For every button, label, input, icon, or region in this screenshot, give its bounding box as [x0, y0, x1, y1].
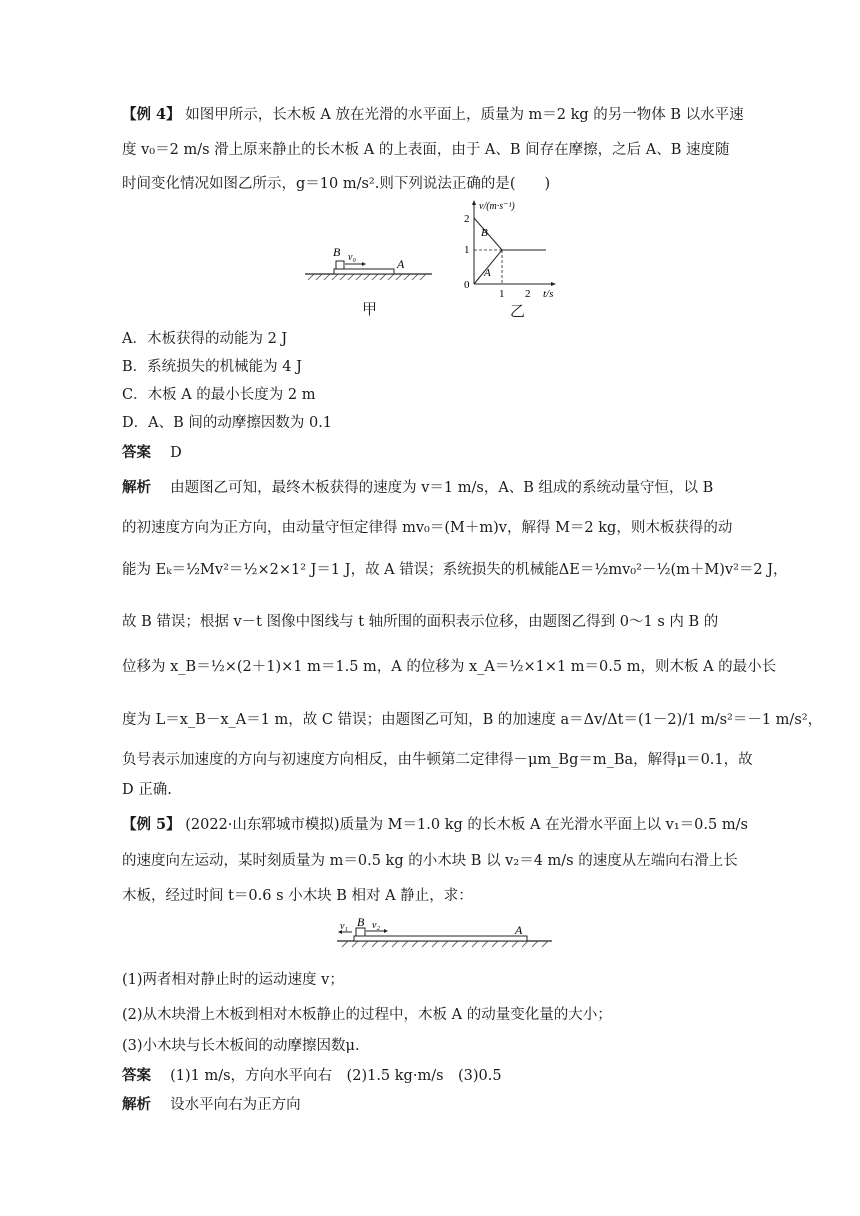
y-tick-1: 1 [464, 244, 470, 256]
option-c: C．木板 A 的最小长度为 2 m [122, 387, 316, 403]
caption-jia: 甲 [362, 300, 378, 318]
board-a [354, 936, 527, 941]
label-b: B [333, 245, 341, 259]
caption-yi: 乙 [510, 302, 526, 320]
analysis-tag: 解析 [122, 1096, 151, 1113]
block-b [336, 261, 344, 269]
label-v0: v₀ [348, 252, 356, 263]
example4-text1: 如图甲所示，长木板 A 放在光滑的水平面上，质量为 m＝2 kg 的另一物体 B 以水平速 [185, 107, 744, 123]
answer-tag: 答案 [122, 1067, 151, 1084]
example5-analysis [122, 1095, 301, 1115]
option-d: D．A、B 间的动摩擦因数为 0.1 [122, 415, 333, 431]
example4-line2: 度 v₀＝2 m/s 滑上原来静止的长木板 A 的上表面，由于 A、B 间存在摩擦，之后 A、B 速度随 [122, 142, 730, 158]
label-a: A [397, 257, 405, 271]
example4-analysis-8: D 正确. [122, 782, 172, 798]
example5-line1 [122, 815, 748, 835]
example4-analysis-1 [122, 478, 713, 498]
y-tick-2: 2 [464, 213, 470, 225]
example4-analysis-5: 位移为 x_B＝½×(2＋1)×1 m＝1.5 m，A 的位移为 x_A＝½×1×1 m＝0.5 m，则木板 A 的最小长 [122, 659, 777, 675]
series-a-label: A [484, 267, 491, 279]
figure-yi-vt-graph [448, 198, 578, 298]
analysis-text-1: 由题图乙可知，最终木板获得的速度为 v＝1 m/s，A、B 组成的系统动量守恒，以 B [170, 480, 714, 496]
v2-arrowhead [384, 929, 388, 933]
ground-hatching [308, 274, 426, 280]
example5-answer [122, 1066, 502, 1086]
label-v2: v₂ [372, 920, 380, 931]
ground-hatching [342, 941, 548, 947]
example4-line3: 时间变化情况如图乙所示，g＝10 m/s².则下列说法正确的是( ) [122, 176, 551, 192]
label-a: A [515, 923, 523, 937]
figure-jia [300, 240, 440, 290]
example4-tag: 【例 4】 [122, 106, 181, 123]
example4-analysis-6: 度为 L＝x_B－x_A＝1 m，故 C 错误；由题图乙可知，B 的加速度 a＝Δv/Δt＝(1－2)/1 m/s²＝－1 m/s²， [122, 712, 823, 728]
example5-q3: (3)小木块与长木板间的动摩擦因数μ. [122, 1038, 360, 1054]
x-axis-arrow [551, 282, 556, 286]
board-a [334, 269, 394, 274]
example4-analysis-7: 负号表示加速度的方向与初速度方向相反，由牛顿第二定律得－μm_Bg＝m_Ba，解得μ＝0.1，故 [122, 752, 753, 768]
example5-line2: 的速度向左运动，某时刻质量为 m＝0.5 kg 的小木块 B 以 v₂＝4 m/s 的速度从左端向右滑上长 [122, 853, 738, 869]
v0-arrowhead [362, 262, 366, 266]
option-b: B．系统损失的机械能为 4 J [122, 359, 302, 375]
option-a: A．木板获得的动能为 2 J [122, 331, 288, 347]
analysis-tag: 解析 [122, 479, 151, 496]
example5-text1: (2022·山东郓城市模拟)质量为 M＝1.0 kg 的长木板 A 在光滑水平面上以 v₁＝0.5 m/s [185, 817, 748, 833]
answer-value: D [170, 445, 182, 461]
example5-line3: 木板，经过时间 t＝0.6 s 小木块 B 相对 A 静止，求： [122, 888, 473, 904]
block-b [356, 928, 365, 936]
y-tick-0: 0 [464, 279, 470, 291]
example4-analysis-4: 故 B 错误；根据 v－t 图像中图线与 t 轴所围的面积表示位移，由题图乙得到 0～1 s 内 B 的 [122, 614, 719, 630]
x-axis-label: t/s [543, 288, 554, 298]
series-b-label: B [481, 227, 488, 239]
example4-analysis-3: 能为 Eₖ＝½Mv²＝½×2×1² J＝1 J，故 A 错误；系统损失的机械能ΔE＝½mv₀²－½(m＋M)v²＝2 J， [122, 562, 788, 578]
example4-analysis-2: 的初速度方向为正方向，由动量守恒定律得 mv₀＝(M＋m)v，解得 M＝2 kg，则木板获得的动 [122, 520, 733, 536]
x-tick-1: 1 [499, 288, 505, 298]
example5-q2: (2)从木块滑上木板到相对木板静止的过程中，木板 A 的动量变化量的大小； [122, 1007, 612, 1023]
label-b: B [357, 916, 365, 929]
x-tick-2: 2 [525, 288, 531, 298]
example5-q1: (1)两者相对静止时的运动速度 v； [122, 972, 344, 988]
example5-tag: 【例 5】 [122, 816, 181, 833]
answer-value: (1)1 m/s，方向水平向右 (2)1.5 kg·m/s (3)0.5 [170, 1068, 502, 1084]
answer-tag: 答案 [122, 444, 151, 461]
example4-answer [122, 443, 182, 463]
example4-line1 [122, 105, 744, 125]
analysis-text-1: 设水平向右为正方向 [170, 1097, 301, 1113]
y-axis-label: v/(m·s⁻¹) [479, 201, 515, 212]
label-v1: v₁ [340, 921, 348, 932]
y-axis-arrow [472, 200, 476, 205]
figure-example5 [332, 916, 557, 956]
